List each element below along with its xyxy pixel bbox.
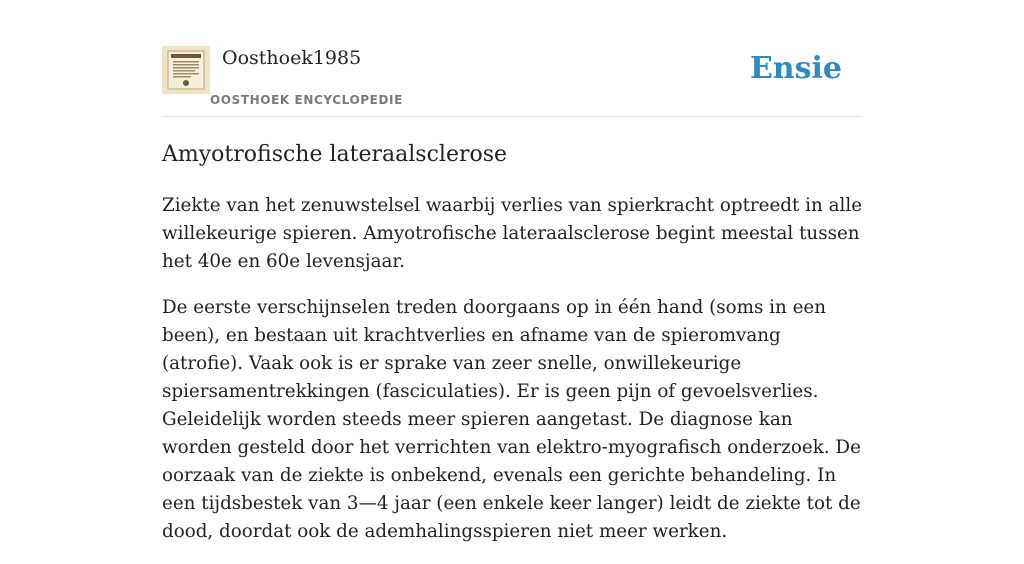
- source-label[interactable]: OOSTHOEK ENCYCLOPEDIE: [210, 93, 403, 107]
- article-card: [162, 0, 863, 542]
- book-cover-avatar-icon: [162, 46, 210, 94]
- brand-logo[interactable]: Ensie: [749, 51, 842, 86]
- article-header: [162, 0, 862, 117]
- article-body: [162, 192, 862, 564]
- article-title: Amyotrofische lateraalsclerose: [162, 142, 508, 167]
- article-paragraph: De eerste verschijnselen treden doorgaans op in één hand (soms in een been), en bestaan uit krachtverlies en afname van de spieromvang (atrofie). Vaak ook is er sprake van zeer snelle, onwillekeurige spiersamentrekkingen (fasciculaties). Er is geen pijn of gevoelsverlies. Geleidelijk worden steeds meer spieren aangetast. De diagnose kan worden gesteld door het verrichten van elektro-myografisch onderzoek. De oorzaak van de ziekte is onbekend, evenals een gerichte behandeling. In een tijdsbestek van 3—4 jaar (een enkele keer langer) leidt de ziekte tot de dood, doordat ook de ademhalingsspieren niet meer werken.: [162, 297, 861, 542]
- author-username[interactable]: Oosthoek1985: [222, 47, 362, 69]
- author-avatar[interactable]: [162, 46, 210, 94]
- article-paragraph: Ziekte van het zenuwstelsel waarbij verlies van spierkracht optreedt in alle willekeurige spieren. Amyotrofische lateraalsclerose begint meestal tussen het 40e en 60e levensjaar.: [162, 195, 863, 272]
